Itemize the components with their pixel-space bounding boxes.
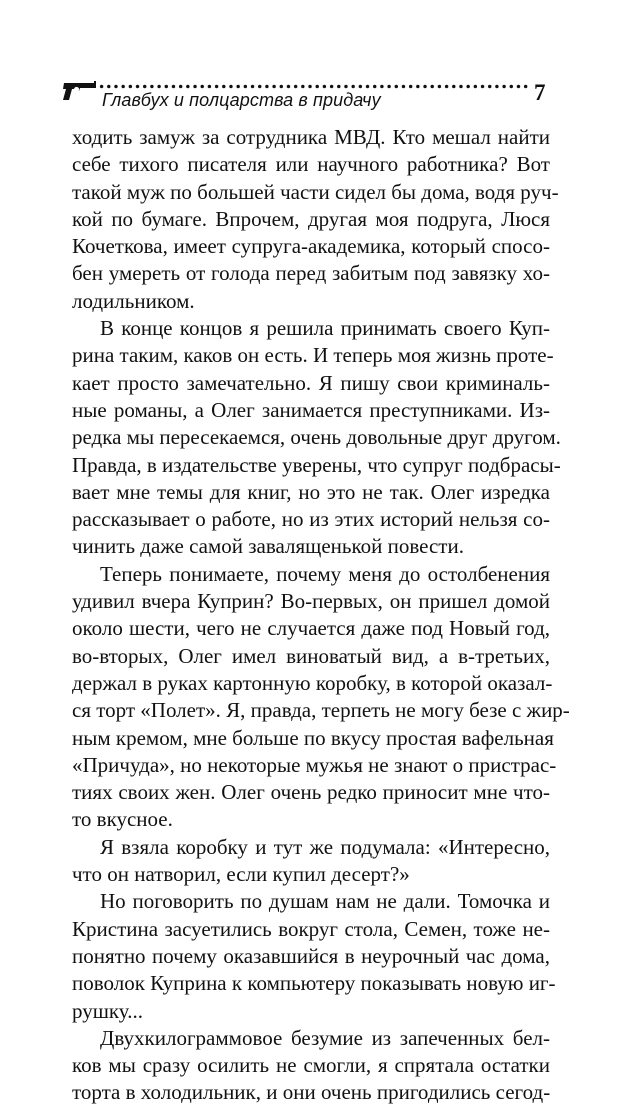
revolver-icon xyxy=(60,80,100,104)
running-title: Главбух и полцарства в придачу xyxy=(102,90,381,110)
page-number: 7 xyxy=(534,80,546,105)
text-line: ся торт «Полет». Я, правда, терпеть не могу безе с жир- xyxy=(72,698,570,723)
text-line: во-вторых, Олег имел виноватый вид, а в-третьих, xyxy=(72,643,550,668)
text-line: тиях своих жен. Олег очень редко приносит мне что- xyxy=(72,780,550,805)
text-line: удивил вчера Куприн? Во-первых, он пришел домой xyxy=(72,589,550,614)
running-header xyxy=(60,78,560,118)
body-text xyxy=(72,124,570,1107)
text-line: Кочеткова, имеет супруга-академика, который спосо- xyxy=(72,234,550,259)
text-line: Кристина засуетились вокруг стола, Семен, тоже не- xyxy=(72,916,550,941)
text-line: держал в руках картонную коробку, в которой оказал- xyxy=(72,670,553,695)
text-line: кает просто замечательно. Я пишу свои криминаль- xyxy=(72,370,550,395)
text-line: себе тихого писателя или научного работника? Вот xyxy=(72,152,550,177)
text-line: Я взяла коробку и тут же подумала: «Интересно, xyxy=(100,834,550,859)
text-line: поволок Куприна к компьютеру показывать новую иг- xyxy=(72,971,556,996)
text-line: около шести, чего не случается даже под Новый год, xyxy=(72,616,550,641)
text-line: Но поговорить по душам нам не дали. Томочка и xyxy=(100,889,550,914)
text-line: В конце концов я решила принимать своего Куп- xyxy=(100,316,550,341)
text-line: чинить даже самой завалященькой повести. xyxy=(72,534,464,559)
text-line: Теперь понимаете, почему меня до остолбенения xyxy=(100,561,550,586)
text-line: ным кремом, мне больше по вкусу простая вафельная xyxy=(72,725,554,750)
text-line: «Причуда», но некоторые мужья не знают о пристрас- xyxy=(72,752,557,777)
text-line: редка мы пересекаемся, очень довольные друг другом. xyxy=(72,425,561,450)
text-line: что он натворил, если купил десерт?» xyxy=(72,862,410,887)
text-line: ные романы, а Олег занимается преступниками. Из- xyxy=(72,397,550,422)
text-line: Правда, в издательстве уверены, что супруг подбрасы- xyxy=(72,452,561,477)
text-line: такой муж по большей части сидел бы дома, водя руч- xyxy=(72,179,559,204)
text-line: кой по бумаге. Впрочем, другая моя подруга, Люся xyxy=(72,206,550,231)
text-line: рушку... xyxy=(72,998,143,1023)
text-line: Двухкилограммовое безумие из запеченных бел- xyxy=(100,1025,550,1050)
text-line: вает мне темы для книг, но это не так. Олег изредка xyxy=(72,479,550,504)
text-line: рина таким, каков он есть. И теперь моя жизнь проте- xyxy=(72,343,554,368)
text-line: ходить замуж за сотрудника МВД. Кто мешал найти xyxy=(72,125,550,149)
text-line: понятно почему оказавшийся в неурочный час дома, xyxy=(72,943,550,968)
text-line: лодильником. xyxy=(72,288,195,313)
text-line: рассказывает о работе, но из этих историй нельзя со- xyxy=(72,507,550,532)
text-line: то вкусное. xyxy=(72,807,173,832)
dotted-leader xyxy=(98,84,530,89)
text-line: ков мы сразу осилить не смогли, я спрятала остатки xyxy=(72,1053,550,1078)
text-line: бен умереть от голода перед забитым под завязку хо- xyxy=(72,261,550,286)
text-line: торта в холодильник, и они очень пригодились сегод- xyxy=(72,1080,551,1105)
